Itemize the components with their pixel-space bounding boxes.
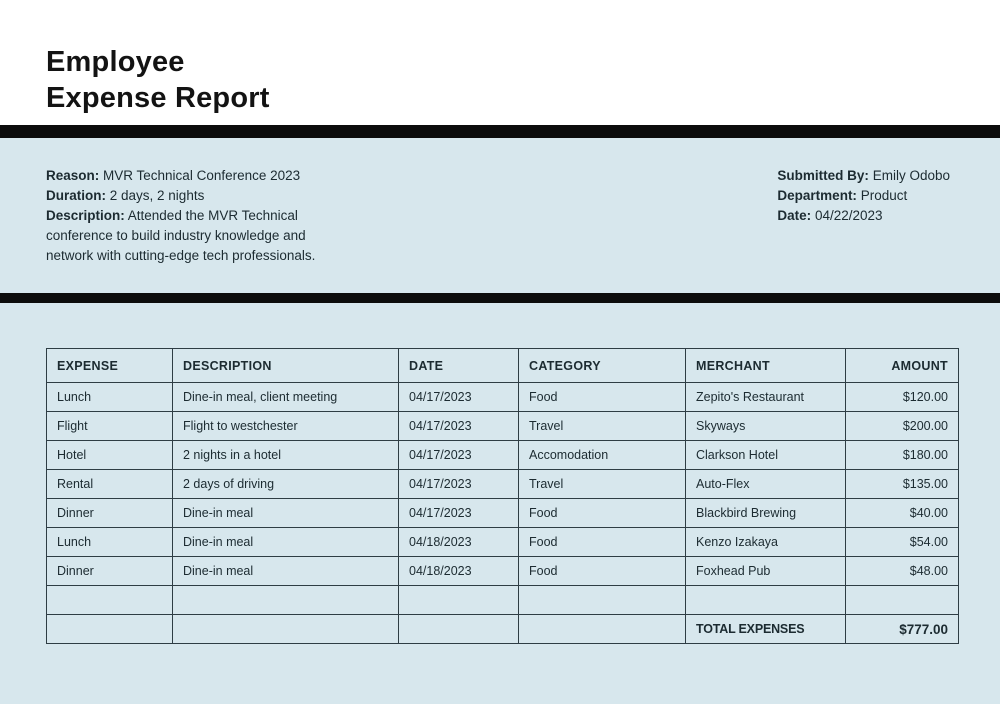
date-label: Date: <box>777 208 812 223</box>
department-line <box>777 186 950 206</box>
table-row <box>47 499 959 528</box>
table-cell: 2 days of driving <box>173 470 399 499</box>
duration-label: Duration: <box>46 188 106 203</box>
table-cell: Food <box>519 528 686 557</box>
expense-table-body <box>47 383 959 615</box>
table-cell: $200.00 <box>846 412 959 441</box>
table-cell: Lunch <box>47 383 173 412</box>
table-cell: Travel <box>519 412 686 441</box>
table-row <box>47 383 959 412</box>
table-cell: Food <box>519 383 686 412</box>
table-cell: Blackbird Brewing <box>686 499 846 528</box>
report-info-right <box>777 166 950 226</box>
table-row <box>47 412 959 441</box>
table-cell: Foxhead Pub <box>686 557 846 586</box>
table-cell: 04/18/2023 <box>399 557 519 586</box>
table-row <box>47 557 959 586</box>
page-title-line2: Expense Report <box>46 82 270 114</box>
table-cell: Skyways <box>686 412 846 441</box>
description-label: Description: <box>46 208 125 223</box>
table-cell: Auto-Flex <box>686 470 846 499</box>
report-info-section <box>0 138 1000 293</box>
table-row <box>47 586 959 615</box>
col-header-amount: AMOUNT <box>846 349 959 383</box>
table-cell: $54.00 <box>846 528 959 557</box>
table-cell: 04/17/2023 <box>399 470 519 499</box>
table-cell <box>47 615 173 644</box>
table-cell: 04/17/2023 <box>399 499 519 528</box>
table-cell: Dinner <box>47 499 173 528</box>
expense-table <box>46 348 959 644</box>
date-line <box>777 206 950 226</box>
reason-line <box>46 166 341 186</box>
table-cell: $180.00 <box>846 441 959 470</box>
total-expenses-amount: $777.00 <box>846 615 959 644</box>
reason-value: MVR Technical Conference 2023 <box>103 168 301 183</box>
description-line <box>46 206 341 266</box>
title-band <box>0 0 1000 125</box>
table-cell: Food <box>519 557 686 586</box>
table-row <box>47 528 959 557</box>
date-value: 04/22/2023 <box>814 208 883 223</box>
table-cell: Food <box>519 499 686 528</box>
report-info-left <box>46 166 341 266</box>
col-header-expense: EXPENSE <box>47 349 173 383</box>
table-cell: $120.00 <box>846 383 959 412</box>
table-row <box>47 470 959 499</box>
table-cell: Zepito's Restaurant <box>686 383 846 412</box>
table-cell <box>519 586 686 615</box>
col-header-category: CATEGORY <box>519 349 686 383</box>
table-cell <box>686 586 846 615</box>
table-cell: $40.00 <box>846 499 959 528</box>
table-cell: Rental <box>47 470 173 499</box>
submitted-by-line <box>777 166 950 186</box>
table-cell: Kenzo Izakaya <box>686 528 846 557</box>
table-cell: 04/17/2023 <box>399 441 519 470</box>
submitted-by-value: Emily Odobo <box>872 168 950 183</box>
col-header-merchant: MERCHANT <box>686 349 846 383</box>
table-cell: Hotel <box>47 441 173 470</box>
table-cell: 2 nights in a hotel <box>173 441 399 470</box>
table-cell: Dine-in meal <box>173 499 399 528</box>
table-cell: $48.00 <box>846 557 959 586</box>
total-row <box>47 615 959 644</box>
table-cell <box>47 586 173 615</box>
table-cell <box>173 586 399 615</box>
description-value: Attended the MVR Technical conference to build industry knowledge and network with cutting-edge tech professionals. <box>46 208 316 263</box>
reason-label: Reason: <box>46 168 100 183</box>
table-cell: Dine-in meal, client meeting <box>173 383 399 412</box>
table-cell <box>399 586 519 615</box>
duration-value: 2 days, 2 nights <box>109 188 205 203</box>
table-cell: 04/17/2023 <box>399 412 519 441</box>
duration-line <box>46 186 341 206</box>
table-cell <box>173 615 399 644</box>
expense-table-footer <box>47 615 959 644</box>
page-title-line1: Employee <box>46 46 185 78</box>
table-cell: $135.00 <box>846 470 959 499</box>
divider-bar-bottom <box>0 293 1000 303</box>
page-title <box>46 44 1000 116</box>
divider-bar-top <box>0 125 1000 138</box>
submitted-by-label: Submitted By: <box>777 168 869 183</box>
table-cell: Dinner <box>47 557 173 586</box>
col-header-date: DATE <box>399 349 519 383</box>
table-cell: 04/17/2023 <box>399 383 519 412</box>
table-cell: Flight to westchester <box>173 412 399 441</box>
department-label: Department: <box>777 188 857 203</box>
table-header-row <box>47 349 959 383</box>
col-header-description: DESCRIPTION <box>173 349 399 383</box>
table-cell: Clarkson Hotel <box>686 441 846 470</box>
table-cell: Lunch <box>47 528 173 557</box>
table-row <box>47 441 959 470</box>
table-cell: 04/18/2023 <box>399 528 519 557</box>
table-cell <box>519 615 686 644</box>
table-cell <box>399 615 519 644</box>
table-cell: Flight <box>47 412 173 441</box>
table-cell: Accomodation <box>519 441 686 470</box>
table-cell: Travel <box>519 470 686 499</box>
table-cell: Dine-in meal <box>173 557 399 586</box>
expense-table-section <box>0 303 1000 644</box>
table-cell <box>846 586 959 615</box>
total-expenses-label: TOTAL EXPENSES <box>686 615 846 644</box>
department-value: Product <box>860 188 908 203</box>
table-cell: Dine-in meal <box>173 528 399 557</box>
